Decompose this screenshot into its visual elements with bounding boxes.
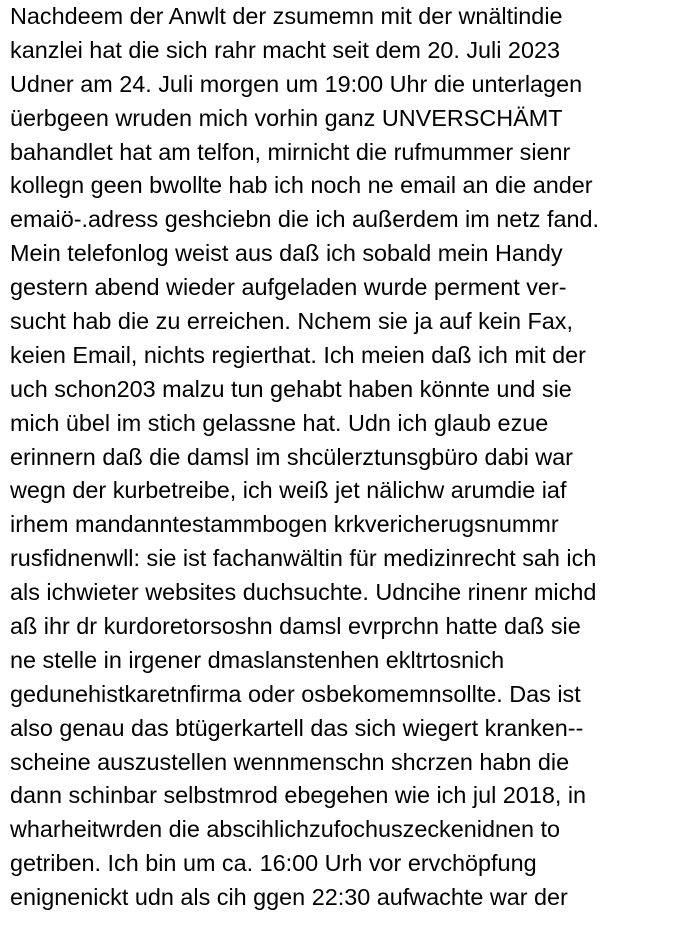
text-line: Mein telefonlog weist aus daß ich sobald mein Handy — [10, 240, 563, 267]
text-line: keien Email, nichts regierthat. Ich meien daß ich mit der — [10, 341, 586, 368]
text-line: irhem mandanntestammbogen krkvericherugsnummr — [10, 511, 559, 538]
text-line: ne stelle in irgener dmaslanstenhen ekltrtosnich — [10, 646, 505, 673]
text-line: enignenickt udn als cih ggen 22:30 aufwachte war der — [10, 884, 568, 911]
text-line: kollegn geen bwollte hab ich noch ne email an die ander — [10, 172, 593, 199]
body-text — [10, 0, 680, 915]
text-line: uch schon203 malzu tun gehabt haben könnte und sie — [10, 375, 572, 402]
text-line: emaiö-.adress geshciebn die ich außerdem im netz fand. — [10, 206, 599, 233]
text-line: Udner am 24. Juli morgen um 19:00 Uhr die unterlagen — [10, 70, 583, 97]
text-line: gestern abend wieder aufgeladen wurde perment ver- — [10, 274, 567, 301]
text-line: Nachdeem der Anwlt der zsumemn mit der wnältindie — [10, 3, 563, 29]
text-line: wharheitwrden die abscihlichzufochuszeckenidnen to — [10, 816, 561, 843]
text-line: wegn der kurbetreibe, ich weiß jet nälichw arumdie iaf — [10, 477, 567, 504]
text-line: erinnern daß die damsl im shcülerztunsgbüro dabi war — [10, 443, 573, 470]
text-line: üerbgeen wruden mich vorhin ganz UNVERSCHÄMT — [10, 104, 563, 131]
text-line: also genau das btügerkartell das sich wiegert kranken-- — [10, 714, 584, 741]
text-line: gedunehistkaretnfirma oder osbekomemnsollte. Das ist — [10, 680, 581, 707]
text-line: aß ihr dr kurdoretorsoshn damsl evrprchn hatte daß sie — [10, 613, 581, 640]
text-line: rusfidnenwll: sie ist fachanwältin für medizinrecht sah ich — [10, 545, 597, 572]
text-line: bahandlet hat am telfon, mirnicht die rufmummer sienr — [10, 138, 571, 165]
text-line: als ichwieter websites duchsuchte. Udncihe rinenr michd — [10, 579, 597, 606]
text-line: kanzlei hat die sich rahr macht seit dem 20. Juli 2023 — [10, 36, 560, 63]
text-line: mich übel im stich gelassne hat. Udn ich glaub ezue — [10, 409, 549, 436]
text-line: sucht hab die zu erreichen. Nchem sie ja auf kein Fax, — [10, 308, 573, 335]
text-line: dann schinbar selbstmrod ebegehen wie ich jul 2018, in — [10, 782, 587, 809]
text-line: getriben. Ich bin um ca. 16:00 Urh vor ervchöpfung — [10, 850, 537, 877]
text-line: scheine auszustellen wennmenschn shcrzen habn die — [10, 748, 570, 775]
